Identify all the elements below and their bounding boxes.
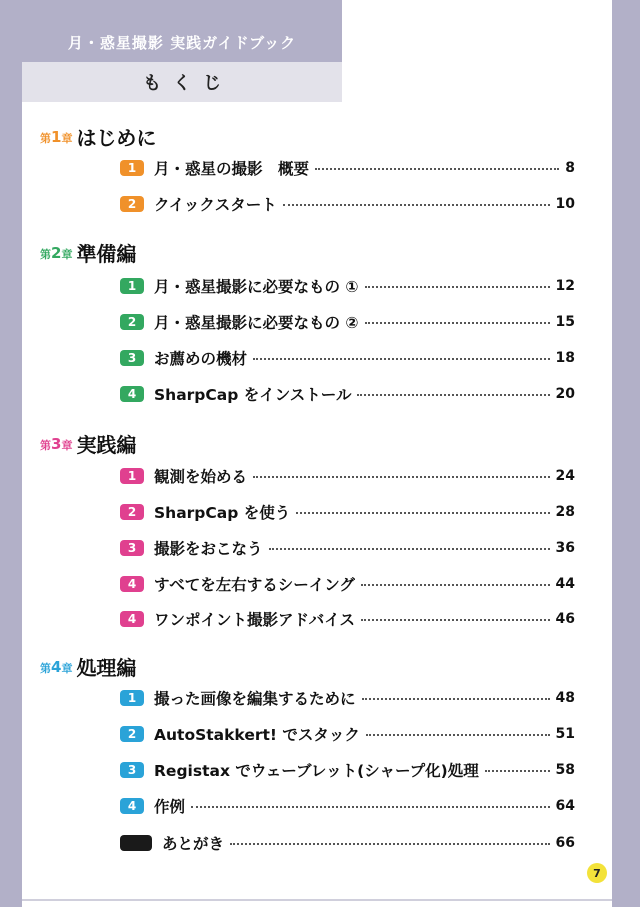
- entry-title: SharpCap をインストール: [154, 386, 352, 404]
- toc-entry[interactable]: [120, 796, 575, 816]
- book-title: 月・惑星撮影 実践ガイドブック: [67, 33, 297, 52]
- toc-entry[interactable]: [120, 538, 575, 558]
- entry-title: Registax でウェーブレット(シャープ化)処理: [154, 762, 479, 780]
- dot-leader: [362, 698, 550, 700]
- dot-leader: [365, 286, 550, 288]
- entry-page: 12: [555, 278, 575, 294]
- entry-page: 10: [555, 196, 575, 212]
- dot-leader: [253, 358, 550, 360]
- entry-page: 66: [555, 835, 575, 851]
- dot-leader: [253, 476, 550, 478]
- dot-leader: [191, 806, 550, 808]
- entry-page: 44: [555, 576, 575, 592]
- toc-entry[interactable]: [120, 574, 575, 594]
- entry-page: 64: [555, 798, 575, 814]
- section-badge: 2: [120, 504, 144, 520]
- dot-leader: [366, 734, 550, 736]
- dot-leader: [283, 204, 550, 206]
- entry-page: 20: [555, 386, 575, 402]
- section-badge: 4: [120, 386, 144, 402]
- entry-title: 月・惑星撮影に必要なもの ②: [154, 314, 359, 332]
- toc-entry[interactable]: [120, 276, 575, 296]
- chapter-2-heading: [40, 238, 136, 267]
- entry-page: 48: [555, 690, 575, 706]
- chapter-4-heading: [40, 652, 136, 681]
- entry-page: 58: [555, 762, 575, 778]
- chapter-4-label: 第4章: [40, 657, 73, 676]
- toc-heading: もくじ: [143, 73, 233, 94]
- dot-leader: [269, 548, 550, 550]
- toc-entry[interactable]: [120, 688, 575, 708]
- dot-leader: [357, 394, 549, 396]
- chapter-3-title: 実践編: [76, 433, 137, 457]
- chapter-1-title: はじめに: [76, 126, 157, 150]
- entry-page: 46: [555, 611, 575, 627]
- chapter-3-heading: [40, 429, 136, 458]
- bottom-divider: [22, 899, 612, 901]
- page-number-badge: 7: [587, 863, 607, 883]
- toc-entry[interactable]: [120, 760, 575, 780]
- chapter-1-heading: [40, 122, 156, 151]
- section-badge: 3: [120, 762, 144, 778]
- right-frame-bar: [612, 0, 640, 907]
- toc-entry[interactable]: [120, 609, 575, 629]
- toc-entry[interactable]: [120, 384, 575, 404]
- chapter-2-label: 第2章: [40, 243, 73, 262]
- section-badge: 1: [120, 690, 144, 706]
- dot-leader: [296, 512, 549, 514]
- entry-title: SharpCap を使う: [154, 504, 291, 522]
- entry-page: 18: [555, 350, 575, 366]
- entry-title: 作例: [154, 798, 186, 816]
- section-badge: 4: [120, 611, 144, 627]
- section-badge: 2: [120, 196, 144, 212]
- left-frame-bar: [0, 0, 22, 907]
- toc-entry[interactable]: [120, 312, 575, 332]
- entry-title: クイックスタート: [154, 196, 277, 214]
- entry-page: 36: [555, 540, 575, 556]
- section-badge: 2: [120, 314, 144, 330]
- section-badge: 3: [120, 350, 144, 366]
- entry-title: AutoStakkert! でスタック: [154, 726, 360, 744]
- toc-entry[interactable]: [120, 194, 575, 214]
- entry-page: 24: [555, 468, 575, 484]
- entry-title: 月・惑星撮影に必要なもの ①: [154, 278, 359, 296]
- entry-page: 8: [565, 160, 575, 176]
- chapter-2-title: 準備編: [76, 242, 137, 266]
- chapter-4-title: 処理編: [76, 656, 137, 680]
- entry-title: すべてを左右するシーイング: [154, 576, 355, 594]
- entry-title: 月・惑星の撮影 概要: [154, 160, 310, 178]
- chapter-3-label: 第3章: [40, 434, 73, 453]
- book-title-banner: [22, 0, 342, 62]
- entry-page: 51: [555, 726, 575, 742]
- toc-heading-banner: [22, 62, 342, 102]
- section-badge: 2: [120, 726, 144, 742]
- section-badge: 1: [120, 160, 144, 176]
- entry-title: あとがき: [162, 835, 225, 853]
- dot-leader: [230, 843, 550, 845]
- dot-leader: [485, 770, 550, 772]
- entry-title: ワンポイント撮影アドバイス: [154, 611, 356, 629]
- entry-page: 28: [555, 504, 575, 520]
- section-badge: 1: [120, 468, 144, 484]
- toc-entry[interactable]: [120, 466, 575, 486]
- chapter-1-label: 第1章: [40, 127, 73, 146]
- entry-title: 観測を始める: [154, 468, 248, 486]
- toc-entry[interactable]: [120, 502, 575, 522]
- section-badge: 3: [120, 540, 144, 556]
- section-badge: 4: [120, 576, 144, 592]
- entry-title: 撮った画像を編集するために: [154, 690, 356, 708]
- toc-entry[interactable]: [120, 724, 575, 744]
- dot-leader: [361, 584, 550, 586]
- dot-leader: [365, 322, 550, 324]
- dot-leader: [361, 619, 549, 621]
- toc-entry[interactable]: [120, 833, 575, 853]
- entry-title: お薦めの機材: [154, 350, 248, 368]
- toc-entry[interactable]: [120, 158, 575, 178]
- entry-title: 撮影をおこなう: [154, 540, 263, 558]
- dot-leader: [315, 168, 559, 170]
- section-badge: 4: [120, 798, 144, 814]
- entry-page: 15: [555, 314, 575, 330]
- section-badge: 1: [120, 278, 144, 294]
- section-badge: [120, 835, 152, 851]
- toc-entry[interactable]: [120, 348, 575, 368]
